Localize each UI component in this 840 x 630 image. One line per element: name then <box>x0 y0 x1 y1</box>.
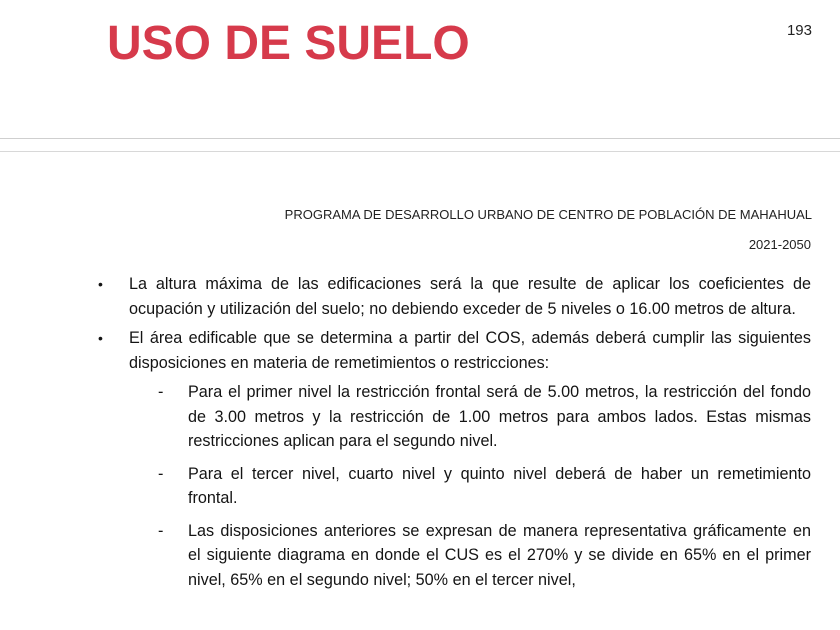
header-divider-bottom <box>0 151 840 152</box>
section-title: USO DE SUELO <box>107 17 470 70</box>
page-header <box>0 0 840 138</box>
document-body <box>0 272 840 600</box>
sub-list <box>0 380 840 592</box>
bullet-icon: • <box>98 276 103 292</box>
sub-list-item <box>0 519 811 593</box>
header-divider-top <box>0 138 840 139</box>
bullet-icon: • <box>98 330 103 346</box>
list-item <box>0 272 811 321</box>
sub-list-item-text: Para el tercer nivel, cuarto nivel y quinto nivel deberá de haber un remetimiento frontal. <box>188 464 811 507</box>
dash-icon: - <box>158 383 164 401</box>
sub-list-item <box>0 462 811 511</box>
document-header-years: 2021-2050 <box>748 237 811 252</box>
dash-icon: - <box>158 464 164 483</box>
sub-list-item-text: Para el primer nivel la restricción frontal será de 5.00 metros, la restricción del fondo de 3.00 metros y la restricción de 1.00 metros para ambos lados. Estas mismas restricciones aplican para el segundo nivel. <box>188 383 811 450</box>
sub-list-item-text: Las disposiciones anteriores se expresan de manera representativa gráficamente en el siguiente diagrama en donde el CUS es el 270% y se divide en 65% en el primer nivel, 65% en el segundo nivel; 50% en el tercer nivel, <box>188 521 811 589</box>
dash-icon: - <box>158 521 164 540</box>
list-item-text: La altura máxima de las edificaciones será la que resulte de aplicar los coeficientes de ocupación y utilización del suelo; no debiendo exceder de 5 niveles o 16.00 metros de altura. <box>129 275 811 318</box>
document-header-title: PROGRAMA DE DESARROLLO URBANO DE CENTRO DE POBLACIÓN DE MAHAHUAL <box>284 207 812 222</box>
list-item-text: El área edificable que se determina a partir del COS, además deberá cumplir las siguientes disposiciones en materia de remetimientos o restricciones: <box>129 329 811 372</box>
list-item <box>0 326 811 375</box>
sub-list-item <box>0 380 811 454</box>
page-number: 193 <box>786 22 812 39</box>
